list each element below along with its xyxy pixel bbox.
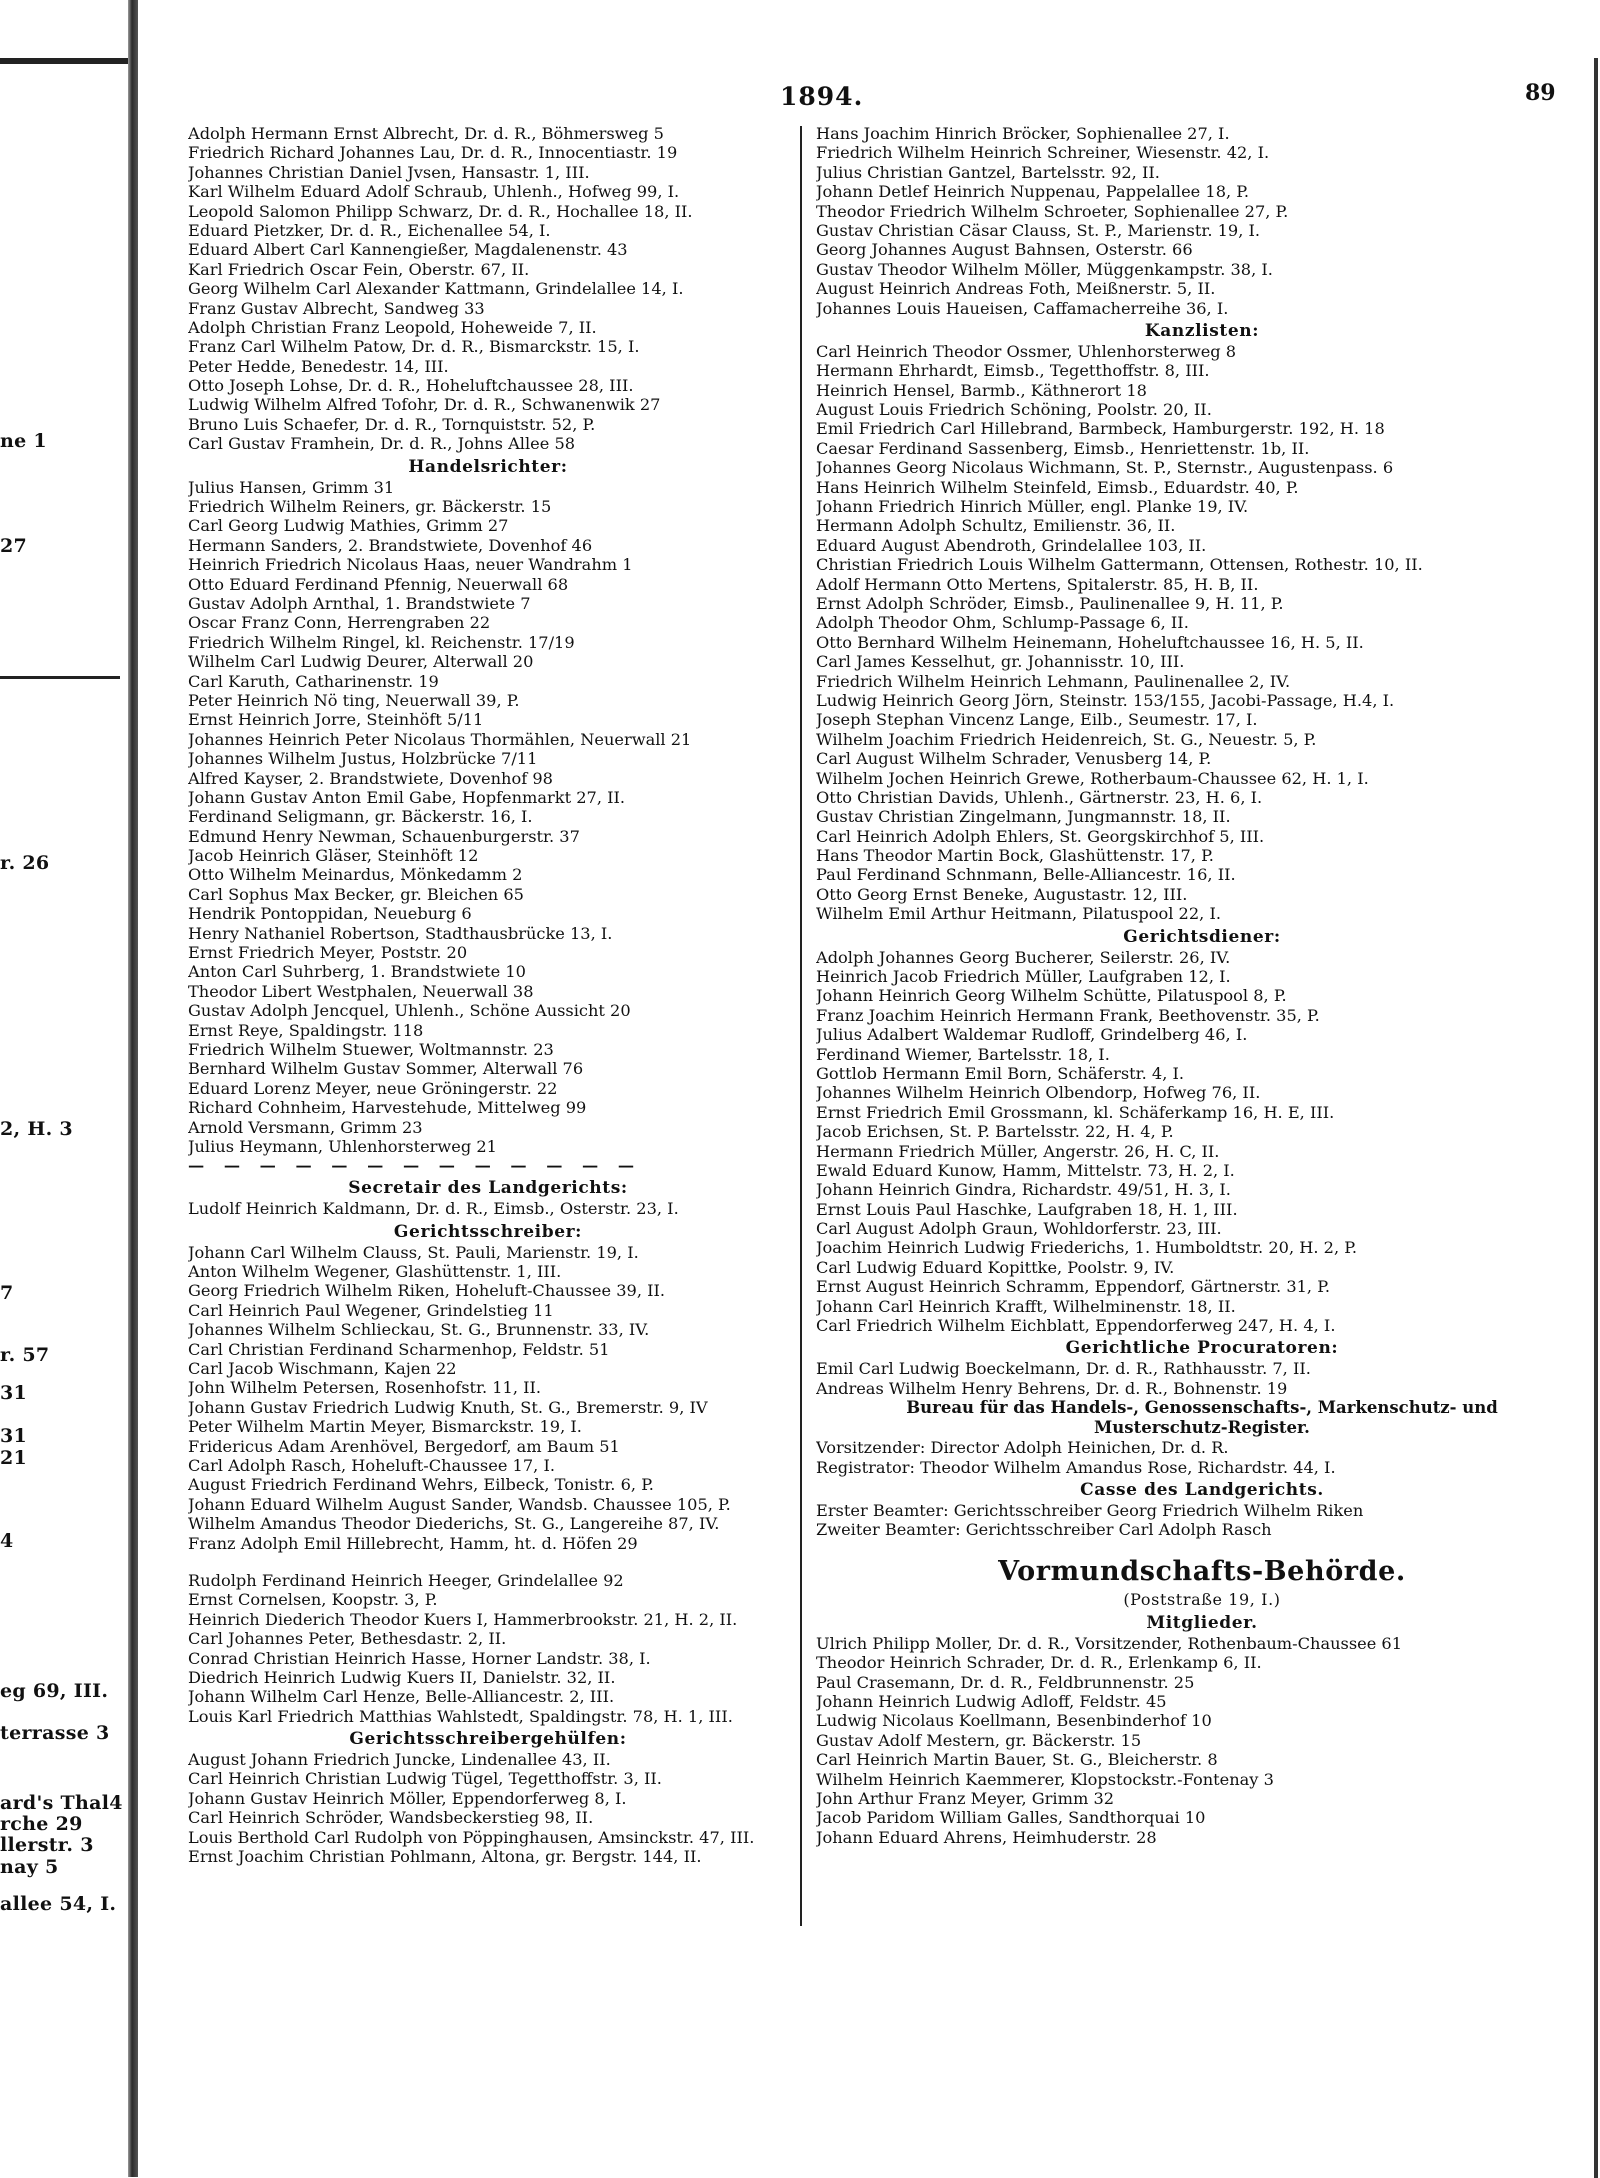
directory-entry: Johann Eduard Wilhelm August Sander, Wandsb. Chaussee 105, P. (188, 1494, 731, 1514)
section-heading: Handelsrichter: (408, 456, 568, 477)
page-right-edge (1594, 58, 1598, 2178)
directory-entry: Adolph Johannes Georg Bucherer, Seilerstr. 26, IV. (816, 947, 1231, 967)
directory-entry: Ernst Adolph Schröder, Eimsb., Paulinenallee 9, H. 11, P. (816, 593, 1284, 613)
left-page-divider-rule (0, 676, 120, 679)
directory-entry: Friedrich Richard Johannes Lau, Dr. d. R., Innocentiastr. 19 (188, 143, 678, 163)
directory-entry: Gustav Christian Zingelmann, Jungmannstr. 18, II. (816, 807, 1231, 827)
directory-entry: Joachim Heinrich Ludwig Friederichs, 1. Humboldtstr. 20, H. 2, P. (816, 1238, 1357, 1258)
edge-fragment: 31 (0, 1425, 28, 1447)
directory-entry: Arnold Versmann, Grimm 23 (188, 1117, 423, 1137)
directory-entry: Hermann Friedrich Müller, Angerstr. 26, H. C, II. (816, 1141, 1220, 1161)
directory-entry: Johann Detlef Heinrich Nuppenau, Pappelallee 18, P. (816, 182, 1250, 202)
directory-entry: Hermann Adolph Schultz, Emilienstr. 36, II. (816, 516, 1176, 536)
edge-fragment: llerstr. 3 (0, 1834, 94, 1856)
section-heading: Gerichtsdiener: (1123, 926, 1281, 947)
directory-entry: Friedrich Wilhelm Ringel, kl. Reichenstr. 17/19 (188, 632, 575, 652)
directory-entry: Johann Gustav Anton Emil Gabe, Hopfenmarkt 27, II. (188, 787, 626, 807)
directory-entry: Ernst Louis Paul Haschke, Laufgraben 18, H. 1, III. (816, 1199, 1238, 1219)
directory-entry: Johannes Wilhelm Justus, Holzbrücke 7/11 (188, 749, 538, 769)
directory-entry: Johann Heinrich Georg Wilhelm Schütte, Pilatuspool 8, P. (816, 986, 1287, 1006)
directory-entry: Georg Wilhelm Carl Alexander Kattmann, Grindelallee 14, I. (188, 279, 684, 299)
directory-entry: Ernst Friedrich Emil Grossmann, kl. Schäferkamp 16, H. E, III. (816, 1102, 1335, 1122)
authority-heading: Vormundschafts-Behörde. (998, 1555, 1406, 1587)
directory-entry: Johann Friedrich Hinrich Müller, engl. Planke 19, IV. (816, 497, 1249, 517)
directory-page (140, 0, 1600, 2177)
directory-entry: Carl Karuth, Catharinenstr. 19 (188, 671, 439, 691)
directory-entry: Carl Friedrich Wilhelm Eichblatt, Eppendorferweg 247, H. 4, I. (816, 1316, 1336, 1336)
directory-entry: Johannes Wilhelm Heinrich Olbendorp, Hofweg 76, II. (816, 1083, 1261, 1103)
directory-entry: Otto Bernhard Wilhelm Heinemann, Hoheluftchaussee 16, H. 5, II. (816, 632, 1364, 652)
directory-entry: Ernst August Heinrich Schramm, Eppendorf, Gärtnerstr. 31, P. (816, 1277, 1330, 1297)
directory-entry: Gottlob Hermann Emil Born, Schäferstr. 4, I. (816, 1063, 1185, 1083)
edge-fragment: nay 5 (0, 1856, 59, 1878)
directory-entry: Carl August Adolph Graun, Wohldorferstr. 23, III. (816, 1219, 1222, 1239)
edge-fragment: 21 (0, 1447, 28, 1469)
edge-fragment: allee 54, I. (0, 1893, 117, 1915)
directory-entry: Oscar Franz Conn, Herrengraben 22 (188, 613, 491, 633)
directory-entry: Wilhelm Carl Ludwig Deurer, Alterwall 20 (188, 652, 534, 672)
directory-entry: Registrator: Theodor Wilhelm Amandus Rose, Richardstr. 44, I. (816, 1457, 1336, 1477)
directory-entry: Ernst Reye, Spaldingstr. 118 (188, 1020, 424, 1040)
directory-entry: Johann Eduard Ahrens, Heimhuderstr. 28 (816, 1827, 1157, 1847)
directory-entry: Eduard Lorenz Meyer, neue Gröningerstr. 22 (188, 1078, 558, 1098)
edge-fragment: terrasse 3 (0, 1722, 110, 1744)
directory-entry: Hendrik Pontoppidan, Neueburg 6 (188, 904, 472, 924)
section-heading: Gerichtliche Procuratoren: (1065, 1338, 1339, 1359)
directory-entry: Ferdinand Wiemer, Bartelsstr. 18, I. (816, 1044, 1110, 1064)
directory-entry: Carl Georg Ludwig Mathies, Grimm 27 (188, 516, 509, 536)
directory-entry: Jacob Heinrich Gläser, Steinhöft 12 (188, 846, 479, 866)
directory-entry: Diedrich Heinrich Ludwig Kuers II, Danielstr. 32, II. (188, 1667, 616, 1687)
directory-entry: Erster Beamter: Gerichtsschreiber Georg Friedrich Wilhelm Riken (816, 1501, 1364, 1520)
directory-entry: Otto Wilhelm Meinardus, Mönkedamm 2 (188, 865, 523, 885)
directory-entry: Hans Heinrich Wilhelm Steinfeld, Eimsb., Eduardstr. 40, P. (816, 477, 1299, 497)
directory-entry: Louis Berthold Carl Rudolph von Pöppinghausen, Amsinckstr. 47, III. (188, 1827, 755, 1847)
directory-entry: Heinrich Hensel, Barmb., Käthnerort 18 (816, 380, 1147, 400)
directory-entry: Gustav Theodor Wilhelm Möller, Müggenkampstr. 38, I. (816, 259, 1273, 279)
directory-entry: Otto Eduard Ferdinand Pfennig, Neuerwall 68 (188, 574, 569, 594)
dash-separator: — — — — — — — — — — — — — (188, 1156, 642, 1176)
directory-entry: Ludwig Heinrich Georg Jörn, Steinstr. 153/155, Jacobi-Passage, H.4, I. (816, 690, 1395, 710)
directory-entry: Johann Carl Wilhelm Clauss, St. Pauli, Marienstr. 19, I. (188, 1242, 639, 1262)
directory-entry: Karl Wilhelm Eduard Adolf Schraub, Uhlenh., Hofweg 99, I. (188, 182, 680, 202)
directory-entry: Conrad Christian Heinrich Hasse, Horner Landstr. 38, I. (188, 1648, 651, 1668)
directory-entry: Julius Christian Gantzel, Bartelsstr. 92, II. (816, 162, 1160, 182)
directory-entry: Carl August Wilhelm Schrader, Venusberg 14, P. (816, 749, 1212, 769)
directory-entry: Leopold Salomon Philipp Schwarz, Dr. d. R., Hochallee 18, II. (188, 201, 693, 221)
directory-entry: Adolph Christian Franz Leopold, Hoheweide 7, II. (188, 317, 597, 337)
directory-entry: Friedrich Wilhelm Heinrich Schreiner, Wiesenstr. 42, I. (816, 143, 1270, 163)
directory-entry: Eduard August Abendroth, Grindelallee 103, II. (816, 535, 1207, 555)
directory-entry: Theodor Friedrich Wilhelm Schroeter, Sophienallee 27, P. (816, 201, 1289, 221)
directory-entry: Emil Friedrich Carl Hillebrand, Barmbeck, Hamburgerstr. 192, H. 18 (816, 419, 1385, 439)
edge-fragment: rche 29 (0, 1813, 83, 1835)
directory-entry: Franz Adolph Emil Hillebrecht, Hamm, ht. d. Höfen 29 (188, 1533, 638, 1553)
edge-fragment: 31 (0, 1382, 28, 1404)
right-column (816, 124, 1588, 1847)
directory-entry: Carl Heinrich Christian Ludwig Tügel, Tegetthoffstr. 3, II. (188, 1769, 662, 1789)
directory-entry: Henry Nathaniel Robertson, Stadthausbrücke 13, I. (188, 923, 613, 943)
directory-entry: Peter Wilhelm Martin Meyer, Bismarckstr. 19, I. (188, 1417, 582, 1437)
directory-entry: Adolf Hermann Otto Mertens, Spitalerstr. 85, H. B, II. (816, 574, 1259, 594)
directory-entry: Carl Heinrich Paul Wegener, Grindelstieg 11 (188, 1300, 554, 1320)
directory-entry: Carl Heinrich Martin Bauer, St. G., Bleicherstr. 8 (816, 1750, 1218, 1770)
directory-entry: Carl James Kesselhut, gr. Johannisstr. 10, III. (816, 652, 1185, 672)
section-heading: Gerichtsschreiber: (393, 1221, 583, 1242)
directory-entry: Julius Hansen, Grimm 31 (188, 477, 395, 497)
directory-entry: Gustav Christian Cäsar Clauss, St. P., Marienstr. 19, I. (816, 220, 1261, 240)
directory-entry: Johannes Christian Daniel Jvsen, Hansastr. 1, III. (188, 162, 590, 182)
directory-entry: August Louis Friedrich Schöning, Poolstr. 20, II. (816, 400, 1212, 420)
entry-gap (188, 1553, 788, 1571)
directory-entry: Ludolf Heinrich Kaldmann, Dr. d. R., Eimsb., Osterstr. 23, I. (188, 1199, 679, 1219)
directory-entry: Carl Johannes Peter, Bethesdastr. 2, II. (188, 1629, 507, 1649)
directory-entry: Eduard Pietzker, Dr. d. R., Eichenallee 54, I. (188, 220, 551, 240)
directory-entry: Edmund Henry Newman, Schauenburgerstr. 37 (188, 826, 580, 846)
authority-address: (Poststraße 19, I.) (1123, 1589, 1281, 1609)
directory-entry: Richard Cohnheim, Harvestehude, Mittelweg 99 (188, 1098, 587, 1118)
directory-entry: Franz Gustav Albrecht, Sandweg 33 (188, 298, 485, 318)
directory-entry: Alfred Kayser, 2. Brandstwiete, Dovenhof 98 (188, 768, 553, 788)
directory-entry: Fridericus Adam Arenhövel, Bergedorf, am Baum 51 (188, 1436, 620, 1456)
directory-entry: Heinrich Jacob Friedrich Müller, Laufgraben 12, I. (816, 967, 1231, 987)
directory-entry: Ernst Joachim Christian Pohlmann, Altona, gr. Bergstr. 144, II. (188, 1847, 702, 1867)
directory-entry: Wilhelm Emil Arthur Heitmann, Pilatuspool 22, I. (816, 904, 1221, 924)
directory-entry: Johann Gustav Friedrich Ludwig Knuth, St. G., Bremerstr. 9, IV (188, 1397, 708, 1417)
directory-entry: August Friedrich Ferdinand Wehrs, Eilbeck, Tonistr. 6, P. (188, 1475, 654, 1495)
directory-entry: Peter Heinrich Nö ting, Neuerwall 39, P. (188, 690, 520, 710)
edge-fragment: ard's Thal4 (0, 1792, 123, 1814)
directory-entry: Karl Friedrich Oscar Fein, Oberstr. 67, II. (188, 259, 530, 279)
section-heading: Mitglieder. (1146, 1612, 1258, 1633)
directory-entry: Friedrich Wilhelm Heinrich Lehmann, Paulinenallee 2, IV. (816, 671, 1291, 691)
directory-entry: Ludwig Wilhelm Alfred Tofohr, Dr. d. R., Schwanenwik 27 (188, 395, 661, 415)
directory-entry: John Arthur Franz Meyer, Grimm 32 (816, 1788, 1115, 1808)
edge-fragment: r. 26 (0, 852, 50, 874)
directory-entry: Carl Ludwig Eduard Kopittke, Poolstr. 9, IV. (816, 1257, 1175, 1277)
directory-entry: Gustav Adolph Arnthal, 1. Brandstwiete 7 (188, 593, 531, 613)
directory-entry: Otto Joseph Lohse, Dr. d. R., Hoheluftchaussee 28, III. (188, 376, 634, 396)
directory-entry: Julius Heymann, Uhlenhorsterweg 21 (188, 1136, 497, 1156)
directory-entry: Carl Heinrich Adolph Ehlers, St. Georgskirchhof 5, III. (816, 826, 1265, 846)
page-year: 1894. (780, 82, 864, 111)
left-page-edge (0, 0, 138, 2177)
directory-entry: Zweiter Beamter: Gerichtsschreiber Carl Adolph Rasch (816, 1520, 1272, 1540)
left-page-top-rule (0, 58, 128, 64)
directory-entry: Ludwig Nicolaus Koellmann, Besenbinderhof 10 (816, 1711, 1212, 1731)
directory-entry: Paul Crasemann, Dr. d. R., Feldbrunnenstr. 25 (816, 1672, 1195, 1692)
edge-fragment: 27 (0, 535, 28, 557)
directory-entry: Ferdinand Seligmann, gr. Bäckerstr. 16, I. (188, 807, 533, 827)
directory-entry: Vorsitzender: Director Adolph Heinichen, Dr. d. R. (816, 1438, 1229, 1458)
directory-entry: Carl Christian Ferdinand Scharmenhop, Feldstr. 51 (188, 1339, 610, 1359)
directory-entry: Wilhelm Amandus Theodor Diederichs, St. G., Langereihe 87, IV. (188, 1514, 720, 1534)
directory-entry: Johann Wilhelm Carl Henze, Belle-Alliancestr. 2, III. (188, 1687, 615, 1707)
section-heading: Gerichtsschreibergehülfen: (349, 1729, 627, 1750)
directory-entry: Franz Joachim Heinrich Hermann Frank, Beethovenstr. 35, P. (816, 1005, 1320, 1025)
section-heading: Musterschutz-Register. (1094, 1418, 1310, 1438)
directory-entry: Adolph Hermann Ernst Albrecht, Dr. d. R., Böhmersweg 5 (188, 124, 664, 143)
directory-entry: Gustav Adolph Jencquel, Uhlenh., Schöne Aussicht 20 (188, 1001, 631, 1021)
directory-entry: Wilhelm Jochen Heinrich Grewe, Rotherbaum-Chaussee 62, H. 1, I. (816, 768, 1369, 788)
edge-fragment: r. 57 (0, 1344, 50, 1366)
edge-fragment: ne 1 (0, 430, 47, 452)
directory-entry: Friedrich Wilhelm Stuewer, Woltmannstr. 23 (188, 1039, 554, 1059)
section-heading: Secretair des Landgerichts: (348, 1178, 628, 1199)
directory-entry: Adolph Theodor Ohm, Schlump-Passage 6, II. (816, 613, 1189, 633)
directory-entry: Bernhard Wilhelm Gustav Sommer, Alterwall 76 (188, 1059, 584, 1079)
directory-entry: Ewald Eduard Kunow, Hamm, Mittelstr. 73, H. 2, I. (816, 1160, 1235, 1180)
directory-entry: Johannes Heinrich Peter Nicolaus Thormählen, Neuerwall 21 (188, 729, 692, 749)
page-number: 89 (1525, 80, 1556, 106)
directory-entry: Johann Heinrich Ludwig Adloff, Feldstr. 45 (816, 1691, 1167, 1711)
directory-entry: Christian Friedrich Louis Wilhelm Gattermann, Ottensen, Rothestr. 10, II. (816, 555, 1423, 575)
directory-entry: Rudolph Ferdinand Heinrich Heeger, Grindelallee 92 (188, 1570, 624, 1590)
directory-entry: Anton Carl Suhrberg, 1. Brandstwiete 10 (188, 962, 526, 982)
directory-entry: John Wilhelm Petersen, Rosenhofstr. 11, II. (188, 1378, 542, 1398)
directory-entry: Wilhelm Heinrich Kaemmerer, Klopstockstr.-Fontenay 3 (816, 1769, 1274, 1789)
directory-entry: Carl Heinrich Schröder, Wandsbeckerstieg 98, II. (188, 1808, 594, 1828)
directory-entry: Johannes Wilhelm Schlieckau, St. G., Brunnenstr. 33, IV. (188, 1320, 650, 1340)
directory-entry: Julius Adalbert Waldemar Rudloff, Grindelberg 46, I. (816, 1025, 1248, 1045)
directory-entry: Ulrich Philipp Moller, Dr. d. R., Vorsitzender, Rothenbaum-Chaussee 61 (816, 1633, 1403, 1653)
directory-entry: Hermann Ehrhardt, Eimsb., Tegetthoffstr. 8, III. (816, 361, 1210, 381)
directory-entry: Wilhelm Joachim Friedrich Heidenreich, St. G., Neuestr. 5, P. (816, 729, 1317, 749)
edge-fragment: eg 69, III. (0, 1680, 109, 1702)
directory-entry: Carl Adolph Rasch, Hoheluft-Chaussee 17, I. (188, 1456, 555, 1475)
directory-entry: Hans Theodor Martin Bock, Glashüttenstr. 17, P. (816, 846, 1214, 866)
directory-entry: Theodor Heinrich Schrader, Dr. d. R., Erlenkamp 6, II. (816, 1653, 1262, 1673)
directory-entry: Otto Georg Ernst Beneke, Augustastr. 12, III. (816, 884, 1188, 904)
directory-entry: Hans Joachim Hinrich Bröcker, Sophienallee 27, I. (816, 124, 1230, 143)
directory-entry: Heinrich Diederich Theodor Kuers I, Hammerbrookstr. 21, H. 2, II. (188, 1609, 738, 1629)
directory-entry: Paul Ferdinand Schnmann, Belle-Alliancestr. 16, II. (816, 865, 1236, 885)
directory-entry: Andreas Wilhelm Henry Behrens, Dr. d. R., Bohnenstr. 19 (816, 1378, 1288, 1398)
directory-entry: Ernst Heinrich Jorre, Steinhöft 5/11 (188, 710, 484, 730)
directory-entry: Georg Friedrich Wilhelm Riken, Hoheluft-Chaussee 39, II. (188, 1281, 666, 1301)
directory-entry: Otto Christian Davids, Uhlenh., Gärtnerstr. 23, H. 6, I. (816, 787, 1263, 807)
directory-entry: Jacob Paridom William Galles, Sandthorquai 10 (816, 1808, 1206, 1828)
directory-entry: Hermann Sanders, 2. Brandstwiete, Dovenhof 46 (188, 535, 593, 555)
directory-entry: Carl Jacob Wischmann, Kajen 22 (188, 1359, 457, 1379)
directory-entry: Bruno Luis Schaefer, Dr. d. R., Tornquiststr. 52, P. (188, 414, 596, 434)
edge-fragment: 4 (0, 1530, 14, 1552)
directory-entry: Gustav Adolf Mestern, gr. Bäckerstr. 15 (816, 1730, 1142, 1750)
section-heading: Kanzlisten: (1144, 320, 1260, 341)
left-column (188, 124, 788, 1866)
edge-fragment: 2, H. 3 (0, 1118, 73, 1140)
directory-entry: Johann Gustav Heinrich Möller, Eppendorferweg 8, I. (188, 1788, 627, 1808)
directory-entry: Carl Sophus Max Becker, gr. Bleichen 65 (188, 884, 524, 904)
book-spine (128, 0, 138, 2177)
directory-entry: Caesar Ferdinand Sassenberg, Eimsb., Henriettenstr. 1b, II. (816, 438, 1310, 458)
directory-entry: August Johann Friedrich Juncke, Lindenallee 43, II. (188, 1750, 611, 1770)
directory-entry: Anton Wilhelm Wegener, Glashüttenstr. 1, III. (188, 1262, 562, 1282)
section-heading: Bureau für das Handels-, Genossenschafts-, Markenschutz- und (906, 1398, 1498, 1418)
directory-entry: Jacob Erichsen, St. P. Bartelsstr. 22, H. 4, P. (816, 1122, 1174, 1142)
directory-entry: Georg Johannes August Bahnsen, Osterstr. 66 (816, 240, 1193, 260)
directory-entry: Johannes Louis Haueisen, Caffamacherreihe 36, I. (816, 298, 1229, 318)
directory-entry: Carl Gustav Framhein, Dr. d. R., Johns Allee 58 (188, 434, 576, 454)
directory-entry: Ernst Friedrich Meyer, Poststr. 20 (188, 943, 468, 963)
directory-entry: Heinrich Friedrich Nicolaus Haas, neuer Wandrahm 1 (188, 555, 633, 575)
directory-entry: Johann Heinrich Gindra, Richardstr. 49/51, H. 3, I. (816, 1180, 1231, 1200)
edge-fragment: 7 (0, 1282, 14, 1304)
section-heading: Casse des Landgerichts. (1080, 1480, 1324, 1500)
column-divider (800, 126, 802, 1926)
directory-entry: Joseph Stephan Vincenz Lange, Eilb., Seumestr. 17, I. (816, 710, 1258, 730)
directory-entry: Ernst Cornelsen, Koopstr. 3, P. (188, 1590, 438, 1610)
directory-entry: Johann Carl Heinrich Krafft, Wilhelminenstr. 18, II. (816, 1296, 1236, 1316)
directory-entry: Franz Carl Wilhelm Patow, Dr. d. R., Bismarckstr. 15, I. (188, 337, 640, 357)
directory-entry: Johannes Georg Nicolaus Wichmann, St. P., Sternstr., Augustenpass. 6 (816, 458, 1394, 478)
directory-entry: August Heinrich Andreas Foth, Meißnerstr. 5, II. (816, 279, 1216, 299)
directory-entry: Emil Carl Ludwig Boeckelmann, Dr. d. R., Rathhausstr. 7, II. (816, 1359, 1311, 1379)
directory-entry: Theodor Libert Westphalen, Neuerwall 38 (188, 981, 534, 1001)
directory-entry: Louis Karl Friedrich Matthias Wahlstedt, Spaldingstr. 78, H. 1, III. (188, 1706, 733, 1726)
directory-entry: Friedrich Wilhelm Reiners, gr. Bäckerstr. 15 (188, 497, 552, 517)
directory-entry: Peter Hedde, Benedestr. 14, III. (188, 356, 449, 376)
directory-entry: Carl Heinrich Theodor Ossmer, Uhlenhorsterweg 8 (816, 341, 1237, 361)
directory-entry: Eduard Albert Carl Kannengießer, Magdalenenstr. 43 (188, 240, 628, 260)
